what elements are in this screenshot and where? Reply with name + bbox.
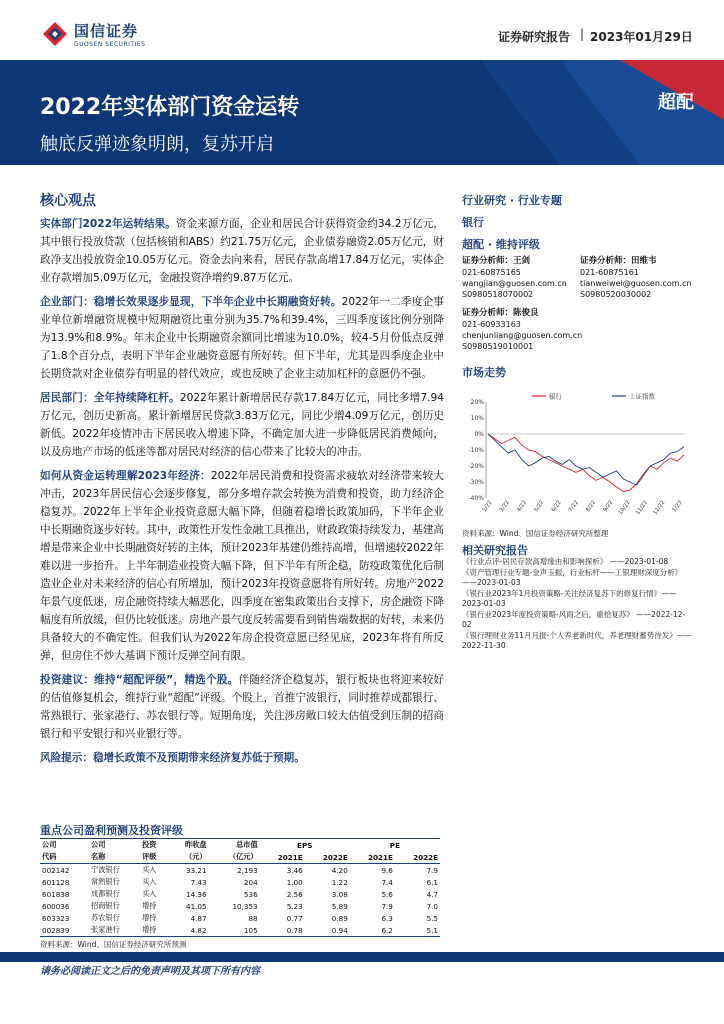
table-cell: 10,353 <box>232 901 258 911</box>
brand-name-cn: 国信证券 <box>74 22 139 40</box>
y-tick-label: 0% <box>474 431 484 438</box>
y-tick-label: -10% <box>468 447 484 454</box>
related-item[interactable]: 《银行业2023年1月投资策略-关注经济复苏下的修复行情》——2023-01-03 <box>462 589 677 608</box>
series-line-sse-index <box>488 434 684 485</box>
table-cell: 增持 <box>142 913 157 922</box>
table-cell: 常熟银行 <box>91 877 120 886</box>
table-cell: 0.78 <box>260 924 305 937</box>
x-tick-label: 1/22 <box>481 499 494 514</box>
trend-title: 市场走势 <box>462 366 506 379</box>
table-cell: 105 <box>209 924 260 937</box>
table-row <box>40 924 440 937</box>
guosen-logo-icon <box>42 21 68 47</box>
paragraph <box>40 467 444 665</box>
th-rating-2: 评级 <box>140 851 169 864</box>
paragraph-text: 2022年一二季度企事业单位新增融资规模中短期融资比重分别为35.7%和39.4%，三四季度该比例分别降为13.9%和8.9%。年末企业中长期融资余额同比增速为10.0%，较4-5月份低点反弹了1.8个百分点，表明下半年企业融资意愿有所好转。但下半年，尤其是四季度企业中长期贷款对企业债券有明显的替代效应，或也反映了企业主动加杠杆的意愿仍不强。 <box>40 296 444 380</box>
related-item[interactable]: 《资产管理行业专题-金声玉振，行业标杆——工银理财深度分析》 ——2023-01-03 <box>462 568 683 587</box>
paragraph-text: 2022年累计新增居民存款17.84万亿元，同比多增7.94万亿元，创历史新高。累计新增居民贷款3.83万亿元，同比少增4.09万亿元，创历史新低。2022年疫情冲击下居民收入增速下降，不确定加大进一步降低居民消费倾向，以及房地产市场的低迷等都对居民对经济的信心带来了比较大的冲击。 <box>40 392 445 458</box>
analyst-label: 证券分析师：王剑 <box>462 256 531 266</box>
table-cell: 41.05 <box>186 901 207 911</box>
table-cell: 买入 <box>142 865 157 874</box>
table-cell: 600036 <box>42 901 70 911</box>
table-cell: 9.6 <box>381 865 393 875</box>
table-cell: 5.5 <box>426 913 438 923</box>
related-item[interactable]: 《银行业2023年度投资策略-风雨之后，重拾复苏》 ——2022-12-02 <box>462 610 686 629</box>
th-pe-2021: 2021E <box>350 851 395 864</box>
paragraph-lead: 投资建议：维持“超配评级”，精选个股。 <box>40 674 239 686</box>
y-tick-label: 20% <box>470 399 484 406</box>
y-tick-label: -30% <box>468 479 484 486</box>
table-row <box>40 912 440 924</box>
analyst-label: 证券分析师：田维韦 <box>580 256 657 266</box>
table-cell: 7.43 <box>190 877 207 887</box>
footer-bar <box>0 952 724 962</box>
paragraph <box>40 215 444 287</box>
header-divider: | <box>580 27 585 41</box>
forecast-table <box>40 838 440 950</box>
th-pe-2022: 2022E <box>395 851 440 864</box>
y-tick-label: -20% <box>468 463 484 470</box>
table-cell: 2,193 <box>237 865 258 875</box>
x-tick-label: 11/22 <box>635 499 650 517</box>
x-tick-label: 4/22 <box>516 499 529 514</box>
analyst-email[interactable]: tianweiwei@guosen.com.cn <box>580 279 692 288</box>
chart-source: 资料来源：Wind、国信证券经济研究所整理 <box>462 529 609 538</box>
related-title: 相关研究报告 <box>462 544 528 557</box>
x-tick-label: 5/22 <box>533 499 546 514</box>
table-cell: 6.2 <box>350 924 395 937</box>
table-title: 重点公司盈利预测及投资评级 <box>40 824 183 837</box>
table-row <box>40 864 440 877</box>
page-header <box>0 0 724 60</box>
table-cell: 5.89 <box>331 901 348 911</box>
paragraph-lead: 实体部门2022年运转结果。 <box>40 218 176 230</box>
paragraph-text: 资金来源方面，企业和居民合计获得资金约34.2万亿元，其中银行投放贷款（包括核销和ABS）约21.75万亿元，企业债券融资2.05万亿元，财政净支出投放资金10.05万亿元。资金去向来看，居民存款高增17.84万亿元，实体企业存款增加5.09万亿元，金融投资净增约9.87万亿元。 <box>40 218 444 284</box>
th-cap-2: （亿元） <box>209 851 260 864</box>
x-tick-label: 7/22 <box>567 499 581 514</box>
table-cell: 6.3 <box>381 913 393 923</box>
report-type: 证券研究报告 <box>498 30 571 44</box>
table-cell: 2.56 <box>286 889 303 899</box>
sidebar-industry <box>462 214 692 230</box>
table-cell: 张家港行 <box>89 924 140 937</box>
y-tick-label: -40% <box>468 495 484 502</box>
market-trend-chart <box>462 380 692 520</box>
brand-logo <box>42 20 145 48</box>
y-tick-label: 10% <box>470 415 484 422</box>
table-cell: 4.82 <box>169 924 209 937</box>
table-cell: 601838 <box>42 889 70 899</box>
table-cell: 3.08 <box>331 889 348 899</box>
table-row <box>40 876 440 888</box>
table-cell: 1.22 <box>331 877 348 887</box>
table-cell: 002839 <box>40 924 89 937</box>
th-eps-2022: 2022E <box>305 851 350 864</box>
th-name: 公司 <box>89 839 140 852</box>
table-cell: 增持 <box>142 901 157 910</box>
paragraph <box>40 293 444 383</box>
table-cell: 5.6 <box>381 889 393 899</box>
paragraph <box>40 671 444 743</box>
table-body <box>40 864 440 937</box>
x-tick-label: 12/22 <box>652 499 667 517</box>
table-cell: 14.36 <box>186 889 207 899</box>
analyst-card <box>462 308 583 352</box>
paragraph <box>40 749 444 767</box>
paragraph-lead: 居民部门：全年持续降杠杆。 <box>40 392 180 404</box>
core-heading: 核心观点 <box>40 193 96 209</box>
table-cell: 增持 <box>140 924 169 937</box>
report-subtitle: 触底反弹迹象明朗，复苏开启 <box>40 134 274 155</box>
sidebar-category <box>462 192 692 208</box>
table-cell: 5.23 <box>286 901 303 911</box>
th-cap: 总市值 <box>209 839 260 852</box>
trend-heading <box>462 364 692 380</box>
table-cell: 0.77 <box>286 913 303 923</box>
analyst-email[interactable]: chenjunliang@guosen.com.cn <box>462 331 583 340</box>
legend-label: 银行 <box>549 392 562 401</box>
table-cell: 7.4 <box>381 877 393 887</box>
table-cell: 买入 <box>142 877 157 886</box>
table-cell: 7.9 <box>381 901 393 911</box>
x-tick-label: 10/22 <box>617 499 632 517</box>
analyst-phone: 021-60875165 <box>462 268 521 277</box>
analyst-cert: S0980519010001 <box>462 342 534 351</box>
th-close-2: （元） <box>169 851 209 864</box>
related-list <box>462 557 694 652</box>
table-cell: 002142 <box>42 865 70 875</box>
analyst-phone: 021-60875161 <box>580 268 639 277</box>
x-tick-label: 1/23 <box>671 499 684 514</box>
category-label: 行业研究 · 行业专题 <box>462 194 562 207</box>
table-cell: 4.7 <box>426 889 438 899</box>
analyst-cert: S0980518070002 <box>462 290 534 299</box>
table-cell: 7.0 <box>426 901 438 911</box>
table-cell: 4.87 <box>190 913 207 923</box>
table-cell: 204 <box>243 877 258 887</box>
table-cell: 7.9 <box>426 865 438 875</box>
paragraph-text: 2022年居民消费和投资需求疲软对经济带来较大冲击，2023年居民信心会逐步修复，部分多增存款会转换为消费和投资，助力经济企稳复苏。2022年上半年企业投资意愿大幅下降，但随着稳增长政策加码，下半年企业中长期融资逐步好转。其中，政策性开发性金融工具推出，财政政策持续发力，基建高增是带来企业中长期融资好转的主体，预计2023年基建仍维持高增，但增速较2022年难以进一步抬升。上半年制造业投资大幅下降，但下半年有所企稳，防疫政策优化后制造业企业对未来经济的信心有所增加，预计2023年投资意愿将有所好转。房地产2022年景气度低迷，房企融资持续大幅恶化，四季度在密集政策出台支撑下，房企融资下降幅度有所放缓，但仍比较低迷。房地产景气度反转需要看到销售端数据的好转，未来仍具备较大的不确定性。但我们认为2022年房企投资意愿已经见底，2023年将有所反弹，但房住不炒大基调下预计反弹空间有限。 <box>40 470 444 662</box>
table-cell: 536 <box>243 889 258 899</box>
sidebar-rating <box>462 236 692 252</box>
table-cell: 3.46 <box>286 865 303 875</box>
th-code-2: 代码 <box>40 851 89 864</box>
analyst-card <box>580 256 698 300</box>
th-pe: PE <box>350 839 440 852</box>
core-views <box>40 215 444 773</box>
table-cell: 603323 <box>42 913 70 923</box>
th-close: 昨收盘 <box>169 839 209 852</box>
related-item[interactable]: 《行业点评-居民存款高增缘由和影响探析》 ——2023-01-08 <box>462 557 669 566</box>
rating-badge: 超配 <box>658 92 694 113</box>
paragraph-lead: 企业部门：稳增长效果逐步显现，下半年企业中长期融资好转。 <box>40 296 342 308</box>
table-cell: 1.00 <box>286 877 303 887</box>
table-cell: 5.1 <box>395 924 440 937</box>
table-cell: 0.89 <box>331 913 348 923</box>
table-cell: 苏农银行 <box>91 913 120 922</box>
series-line-bank <box>488 434 684 492</box>
analyst-card <box>462 256 580 300</box>
analyst-label: 证券分析师：陈俊良 <box>462 308 539 318</box>
paragraph-text: 伴随经济企稳复苏，银行板块也将迎来较好的估值修复机会，维持行业“超配”评级。个股上，首推宁波银行，同时推荐成都银行、常熟银行、张家港行、苏农银行等。短期角度，关注涉房敞口较大估值受到压制的招商银行和平安银行和兴业银行等。 <box>40 674 444 740</box>
trend-svg <box>462 380 692 520</box>
paragraph <box>40 389 444 461</box>
table-cell: 0.94 <box>305 924 350 937</box>
paragraph-lead: 如何从资金运转理解2023年经济： <box>40 470 211 482</box>
report-title: 2022年实体部门资金运转 <box>40 95 300 120</box>
x-tick-label: 3/22 <box>498 499 511 514</box>
brand-name-en: GUOSEN SECURITIES <box>74 41 146 48</box>
legend-label: 上证指数 <box>629 392 655 401</box>
table-cell: 601128 <box>42 877 70 887</box>
report-date: 2023年01月29日 <box>590 30 693 44</box>
th-eps: EPS <box>260 839 350 852</box>
related-heading <box>462 542 692 558</box>
paragraph-lead: 风险提示：稳增长政策不及预期带来经济复苏低于预期。 <box>40 752 305 764</box>
table-cell: 招商银行 <box>91 901 120 910</box>
table-cell: 成都银行 <box>91 889 120 898</box>
table-source: 资料来源：Wind、国信证券经济研究所预测 <box>40 940 187 949</box>
table-row <box>40 900 440 912</box>
industry-label: 银行 <box>462 216 484 229</box>
analyst-phone: 021-60933163 <box>462 320 521 329</box>
th-rating: 投资 <box>140 839 169 852</box>
table-cell: 买入 <box>142 889 157 898</box>
table-cell: 宁波银行 <box>91 865 120 874</box>
table-row <box>40 888 440 900</box>
th-eps-2021: 2021E <box>260 851 305 864</box>
footer-disclaimer: 请务必阅读正文之后的免责声明及其项下所有内容 <box>40 966 260 977</box>
table-cell: 4.20 <box>331 865 348 875</box>
table-cell: 88 <box>248 913 258 923</box>
x-tick-label: 9/22 <box>602 499 615 514</box>
table-cell: 6.1 <box>426 877 438 887</box>
th-code: 公司 <box>40 839 89 852</box>
analyst-email[interactable]: wangjian@guosen.com.cn <box>462 279 567 288</box>
title-banner <box>0 60 724 165</box>
x-tick-label: 8/22 <box>585 499 598 514</box>
rating-line: 超配 · 维持评级 <box>462 238 540 251</box>
x-tick-label: 6/22 <box>550 499 563 514</box>
table-cell: 33.21 <box>186 865 207 875</box>
th-name-2: 名称 <box>89 851 140 864</box>
related-item[interactable]: 《银行理财业务11月月报-个人养老新时代，养老理财蓄势待发》——2022-11-30 <box>462 631 692 650</box>
analyst-cert: S0980520030002 <box>580 290 652 299</box>
